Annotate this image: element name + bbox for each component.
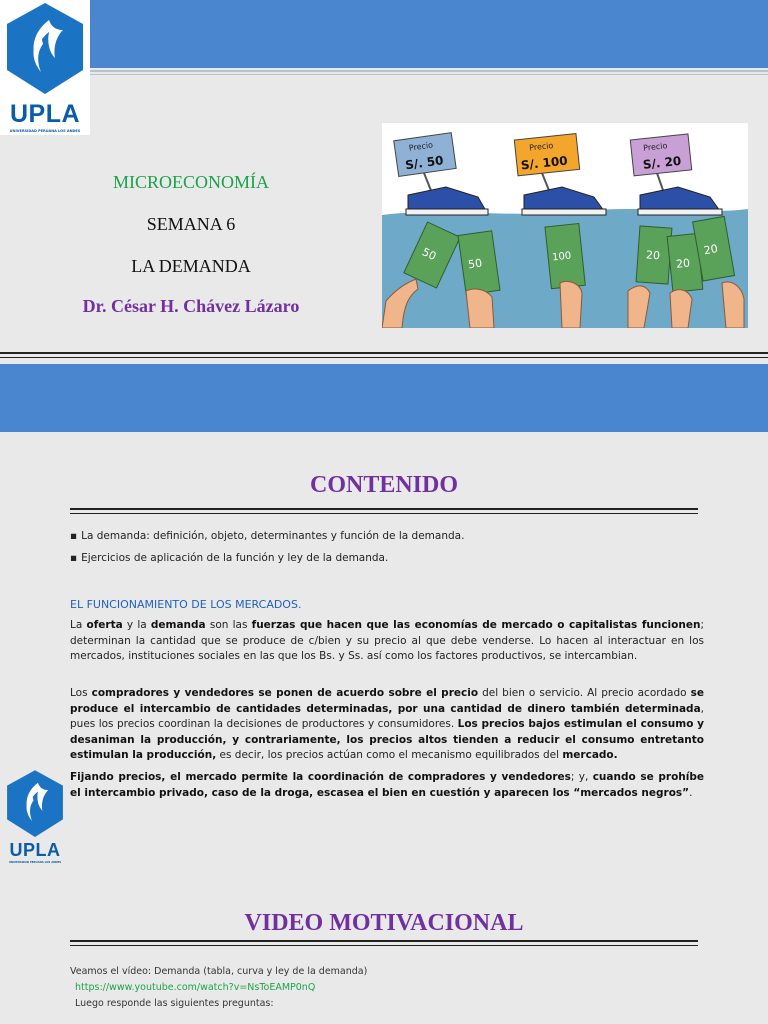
video-link[interactable]: https://www.youtube.com/watch?v=NsToEAMP0nQ	[75, 982, 316, 993]
course-author: Dr. César H. Chávez Lázaro	[82, 296, 300, 316]
course-topic: LA DEMANDA	[131, 256, 251, 276]
tag-price-2: S/. 100	[520, 153, 569, 173]
video-heading: VIDEO MOTIVACIONAL	[244, 910, 524, 936]
course-subject: MICROECONOMÍA	[112, 172, 269, 192]
contenido-item: ▪ La demanda: definición, objeto, determinantes y función de la demanda.	[70, 530, 465, 542]
course-week: SEMANA 6	[146, 214, 236, 234]
contenido-item-text: La demanda: definición, objeto, determinantes y función de la demanda.	[81, 530, 465, 542]
bill-label-5: 20	[675, 256, 691, 271]
contenido-heading: CONTENIDO	[309, 472, 459, 498]
cover-divider	[0, 352, 768, 358]
section-band	[0, 364, 768, 432]
bill-label-6: 20	[702, 242, 719, 258]
logo-text: UPLA	[9, 100, 81, 128]
bill-label-1: 50	[419, 245, 439, 264]
tag-price-1: S/. 50	[404, 153, 445, 173]
tag-label-2: Precio	[528, 141, 554, 153]
header-band	[90, 0, 768, 68]
bill-label-2: 50	[467, 256, 483, 272]
upla-flame-icon	[3, 0, 87, 98]
tag-label-3: Precio	[642, 141, 668, 153]
tag-label-1: Precio	[408, 140, 434, 153]
demand-illustration	[382, 123, 748, 328]
contenido-rule	[70, 508, 698, 514]
video-intro: Veamos el vídeo: Demanda (tabla, curva y ley de la demanda)	[70, 966, 368, 977]
bill-label-4: 20	[645, 248, 661, 263]
contenido-item-text: Ejercicios de aplicación de la función y ley de la demanda.	[81, 552, 389, 564]
mercados-title: EL FUNCIONAMIENTO DE LOS MERCADOS.	[70, 598, 302, 611]
upla-logo-small	[0, 768, 70, 866]
logo-text: UPLA	[9, 840, 61, 860]
header-band-lines	[90, 68, 768, 76]
paragraph-2: Los compradores y vendedores se ponen de acuerdo sobre el precio del bien o servicio. Al precio acordado se produce el intercambio de cantidades determinadas, por una cantidad de dinero también determinada, pues los precios coordinan la decisiones de productores y consumidores. Los precios bajos estimulan el consumo y desaniman la producción, y contrariamente, los precios altos tienden a reducir el consumo entretanto estimulan la producción, es decir, los precios actúan como el mecanismo equilibrados del mercado.	[70, 687, 705, 761]
paragraph-1: La oferta y la demanda son las fuerzas que hacen que las economías de mercado o capitalistas funcionen; determinan la cantidad que se produce de c/bien y su precio al que debe venderse. Lo hacen al interactuar en los mercados, instituciones sociales en las que los Bs. y Ss. así como los factores productivos, se intercambian.	[70, 619, 704, 662]
tag-price-3: S/. 20	[642, 153, 682, 172]
upla-logo	[0, 0, 90, 135]
logo-subtitle: UNIVERSIDAD PERUANA LOS ANDES	[9, 129, 81, 133]
paragraph-3: Fijando precios, el mercado permite la coordinación de compradores y vendedores; y, cuando se prohíbe el intercambio privado, caso de la droga, escasea el bien en cuestión y aparecen los “mercados negros”.	[70, 771, 704, 799]
bill-label-3: 100	[551, 250, 572, 264]
video-instructions: Luego responde las siguientes preguntas:	[75, 998, 274, 1009]
contenido-item: ▪ Ejercicios de aplicación de la función y ley de la demanda.	[70, 552, 389, 564]
logo-subtitle: UNIVERSIDAD PERUANA LOS ANDES	[8, 861, 62, 864]
upla-flame-icon	[2, 768, 68, 840]
video-rule	[70, 940, 698, 946]
